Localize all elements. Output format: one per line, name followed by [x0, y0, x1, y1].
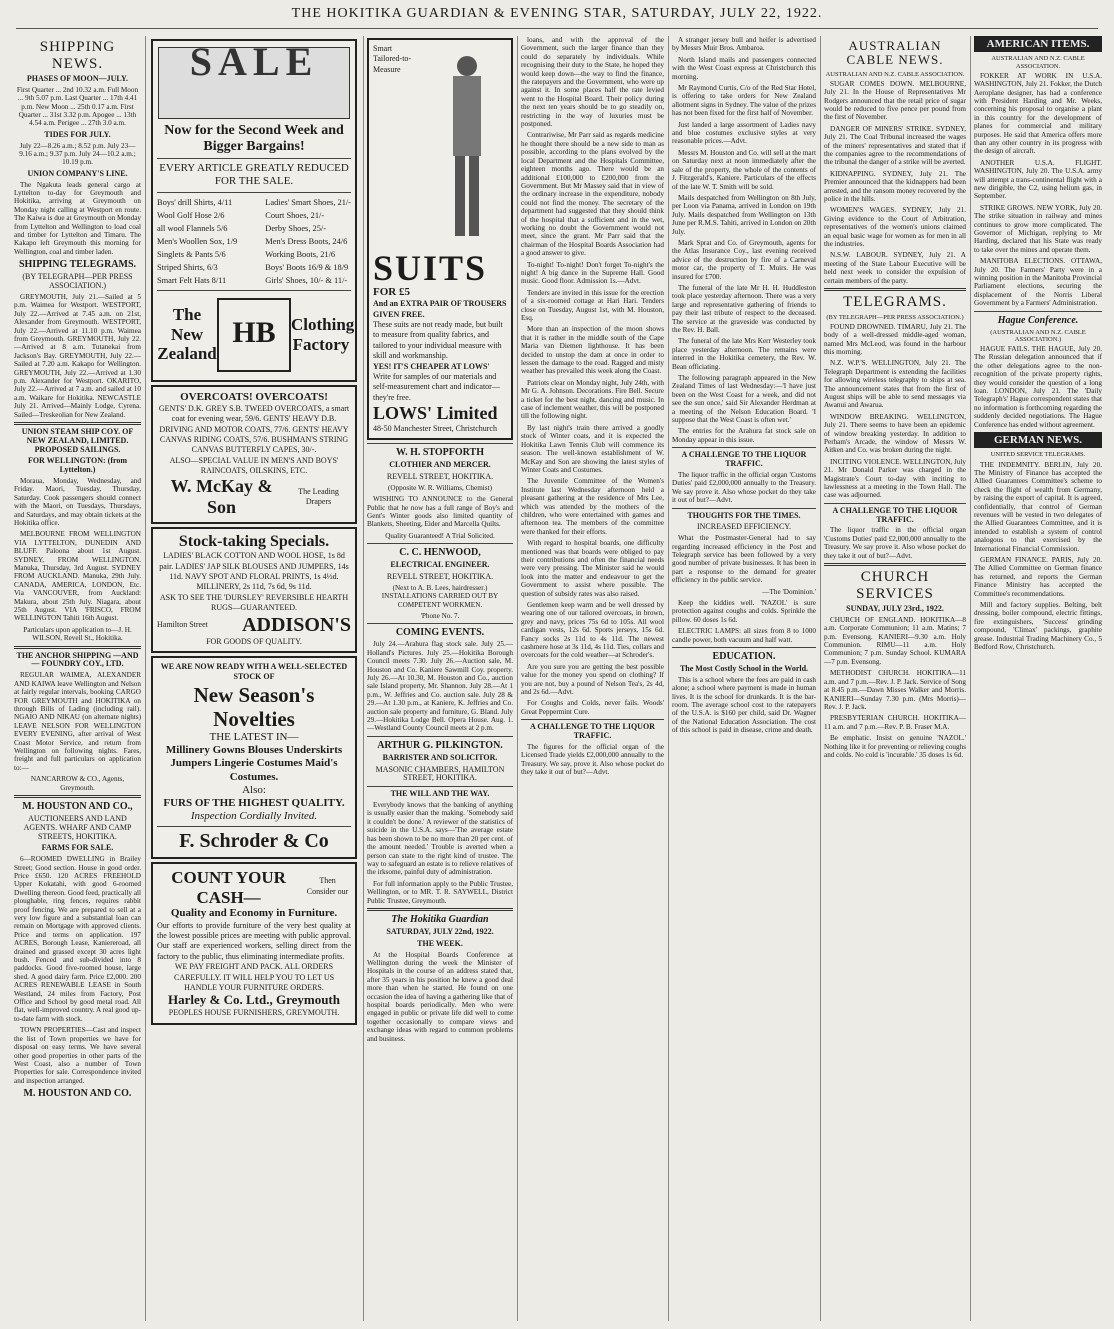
stopforth-text: WISHING TO ANNOUNCE to the General Public that he now has a full range of Boy's and Gent's Winter goods also limited quantity of Blankets, Sheeting, Eider and Marcella Quilts.: [367, 495, 513, 529]
anchor-agent: NANCARROW & CO., Agents, Greymouth.: [30, 775, 125, 792]
cable-news-sub: AUSTRALIAN AND N.Z. CABLE ASSOCIATION.: [825, 70, 965, 78]
church-presbyterian: PRESBYTERIAN CHURCH. HOKITIKA—11 a.m. and 7 p.m.—Rev. P. B. Fraser M.A.: [824, 714, 966, 731]
man-figure-illustration: [427, 46, 507, 246]
cable-item: DANGER OF MINERS' STRIKE. SYDNEY, July 21. The Coal Tribunal increased the wages of the miners' representatives and stated that if the companies agree to the recommendations of the tribunal the danger of a strike will be averted.: [824, 124, 966, 167]
german-news-heading: GERMAN NEWS.: [974, 432, 1102, 448]
column-5: [672, 36, 816, 1323]
telegrams-heading: TELEGRAMS.: [843, 294, 947, 311]
article-paragraph: More than an inspection of the moon shows that it is rather in the middle south of the Cape Maria van Diemen lighthouse. It has been decided to unstop the dam at once in order to lessen the damage to the road. Ragged and misty weather has prevailed this week along the Coast.: [521, 325, 664, 376]
sale-item: Derby Shoes, 25/-: [265, 223, 326, 233]
guardian-date: SATURDAY, JULY 22nd, 1922.: [386, 926, 494, 936]
sale-items-right: [265, 196, 351, 287]
stopforth-heading: W. H. STOPFORTH: [395, 447, 484, 459]
hague-heading: Hague Conference.: [997, 314, 1079, 326]
german-item: GERMAN FINANCE. PARIS, July 20. The Allied Committee on German finance has returned, and reports the German Finance Ministry has accepted the Committee's recommendations.: [974, 556, 1102, 598]
article-paragraph: Mark Sprat and Co. of Greymouth, agents for the Atlas Insurance Coy., last evening received advice of the destruction by fire of a Carneval motor car, the property of T. Muirs. He was insured for £700.: [672, 238, 816, 281]
mckay-name: W. McKay & Son: [170, 476, 273, 518]
stopforth-quality: Quality Guaranteed! A Trial Solicited.: [385, 531, 495, 540]
stopforth-opposite: (Opposite W. R. Williams, Chemist): [388, 483, 492, 492]
lamps-ad: ELECTRIC LAMPS: all sizes from 8 to 1000 candle power, both vacuum and half watt.: [672, 627, 816, 644]
shipping-heading: SHIPPING NEWS.: [39, 39, 116, 72]
harley-tag: PEOPLES HOUSE FURNISHERS, GREYMOUTH.: [168, 1008, 340, 1018]
suits-price: FOR £5: [373, 286, 410, 298]
challenge-heading: A CHALLENGE TO THE LIQUOR TRAFFIC.: [681, 450, 807, 469]
union-steam-contact: Particulars upon application to—J. H. WILSON, Revell St., Hokitika.: [23, 625, 132, 643]
article-paragraph: Tenders are invited in this issue for the erection of a six-roomed cottage at Hari Hari. Tenders close on Tuesday, August 1st, with M. Houston, Esq.: [521, 288, 664, 322]
telegram-item: N.Z. W.P.'S. WELLINGTON, July 21. The Telegraph Department is extending the facilities for allowing wireless telegraphy to ships at sea. The announcement states that from the first of August ships will be able to send messages via Awanui and Awarua.: [824, 359, 966, 410]
article-paragraph: Contrariwise, Mr Parr said as regards medicine he thought there should be a new side to man as possible, according to the plans evolved by the local Department and the Hospitals Committee, eighteen months ago. There would be an additional £100,000 to £200,000 from the Government. But Mr Massey said that in view of the ordinary increase in the expenditure, nobody could not find the money. The secretary of the department had suggested that they should think of the hospital that a sufficient and in the wet, working no doubt the Government would not meet, since the grant. Mr Parr said that the chairman of the Hospital Boards Association had a good answer to give.: [521, 131, 664, 258]
stocktaking-heading: Stock-taking Specials.: [178, 532, 330, 550]
column-3: [367, 36, 513, 1323]
american-item: FOKKER AT WORK IN U.S.A. WASHINGTON, July 21. Fokker, the Dutch Aeroplane designer, has had a conference with President Harding and Mr. Weeks, concerning his proposal to organise a plant in this country for the development of planes for commercial and military purposes. He said that America offers more than any other country in its progress with the design of aircraft.: [974, 71, 1102, 156]
count-cash: COUNT YOUR CASH—: [171, 868, 286, 907]
shipping-telegrams-heading: SHIPPING TELEGRAMS.: [18, 259, 137, 271]
smart-tailored: Smart Tailored-to-Measure: [373, 44, 412, 74]
education-sub: The Most Costly School in the World.: [679, 663, 809, 673]
farms-text: 6—ROOMED DWELLING in Brailey Street; Good section. House in good order. Price £650. 120 ACRES FREEHOLD Upper Kokatahi, with good 6-roomed Dwelling thereon. Good feed, practically all ploughable, ring fences, requires rabbit proof fencing. We are prepared to sell at a very low figure and a substantial loan can remain on Mortgage with approved clients. Price and terms on application. 197 ACRES, Borough Lease, Kaniereroad, all drained and grassed except 30 acres light bush. Fenced and sub-divided into 8 paddocks. Good five-roomed house, large shed. A good dairy farm. Price £2,000. 200 ACRES RENEWABLE LEASE in South Westland, 24 miles from Factory, Post Office and School by good metal road. All flat, well-improved country. A real good up-to-date farm with stock.: [14, 855, 141, 1023]
hague-sub: (AUSTRALIAN AND N.Z. CABLE ASSOCIATION.): [990, 328, 1086, 343]
moon-phases: First Quarter ... 2nd 10.32 a.m. Full Moon ... 9th 5.07 p.m. Last Quarter ... 17th 4.41 p.m. New Moon ... 25th 0.17 a.m. First Quarter ... 31st 3.32 p.m. Apogee ... 13th 4.54 a.m. Perigee ... 27th 3.0 a.m.: [16, 85, 139, 128]
article-paragraph: For Coughs and Colds, never fails. Woods' Great Peppermint Cure.: [521, 699, 664, 716]
article-paragraph: To-night! To-night! Don't forget To-night's the night! A big dance in the Supreme Hall. Good music. Good floor. Admission 1s.—Advt.: [521, 260, 664, 286]
nazol-emphatic: Be emphatic. Insist on genuine 'NAZOL.' Nothing like it for preventing or relieving coughs and colds. No cold is 'incurable.' 35 doses 1s 6d.: [824, 734, 966, 759]
addison-street: Hamilton Street: [157, 619, 208, 629]
union-text: The Ngakuta leads general cargo at Lyttelton to-day for Greymouth and Hokitika, arriving at Greymouth on Monday night calling at Westport en route. The Kaiwa is due at Greymouth on Monday from Lyttelton and Wellington to load coal and timber for Lyttelton and Timaru. The Kakapo left Greymouth this morning for Wellington, coal and timber laden.: [14, 180, 141, 256]
the-week-text: At the Hospital Boards Conference at Wellington during the week the Minister of Hospitals in the course of an address stated that, after 35 years in his position he knew a good deal more than when he started. He found on one occasion the idea of having a gathering like that of hospital boards periodically. Men who were engaged in public or private life did well to come together occasionally to compare views and exchange ideas with regard to common problems and business.: [367, 950, 513, 1043]
german-item: THE INDEMNITY. BERLIN, July 20. The Ministry of Finance has accepted the Allied Guarantees Committee's scheme to check the flight of wealth from Germany, by raising the export of capital. It is agreed, confidentially, that control of German revenues will be vested in two delegates of the Allied Guarantees Committee, and it is intended to establish a system of control analogous to that exercised by the International Financial Commission.: [974, 460, 1102, 553]
article-paragraph: Are you sure you are getting the best possible value for the money you spend on clothing? If you are not, buy a pound of Nelson Tea's, 2s 4d, and 2s 6d.—Advt.: [521, 662, 664, 697]
article-paragraph: Patriots clear on Monday night, July 24th, with Mr G. A. Johnson. Decorations. Fire Bell. Secure a ticket for the best night, dancing and music. In case of inclement weather, this will be postponed till the following night.: [521, 378, 664, 421]
anchor-text: REGULAR WAIMEA, ALEXANDER AND KAIWA leave Wellington and Nelson at fairly regular intervals, booking CARGO FOR GREYMOUTH and HOKITIKA on through Bills of Lading (including rail). NGAIO AND NIKAU (on alternate nights) LEAVE NELSON FOR WELLINGTON EVERY EVENING, after arrival of West Coast Motor Service, and return from Wellington on following nights. Fares, freight and full particulars on application to:—: [14, 671, 141, 772]
henwood-heading: C. C. HENWOOD,: [399, 547, 481, 559]
american-item: MANITOBA ELECTIONS. OTTAWA, July 20. The Farmers' Party were in a winning position in the Manitoba Provincial Parliament elections, securing the displacement of the Norris Liberal Government by a Farmers' Administration.: [974, 257, 1102, 308]
sale-item: Court Shoes, 21/-: [265, 210, 325, 220]
american-item: ANOTHER U.S.A. FLIGHT. WASHINGTON, July 20. The U.S.A. army will attempt a trans-continental flight with a new dirigible, the C2, using helium gas, in September.: [974, 158, 1102, 201]
article-paragraph: North Island mails and passengers connected with the West Coast express at Christchurch this morning.: [672, 55, 816, 81]
sale-item: Smart Felt Hats 8/11: [157, 275, 227, 285]
thoughts-text: What the Postmaster-General had to say regarding increased efficiency in the Post and Telegraph service has been followed by a very good number of private businesses. It has been in part a response to the demand for greater efficiency in the public service.: [672, 534, 816, 585]
mill-supplies-ad: Mill and factory supplies. Belting, belt dressing, boiler compound, electric fittings, fire extinguishers, 'Success' grinding compound, 'Climax' packings, graphite grease. Industrial Trading Machinery Co., 5 Bedford Row, Christchurch.: [974, 601, 1102, 652]
moon-phases-title: PHASES OF MOON—JULY.: [26, 74, 129, 83]
liquor-heading: A CHALLENGE TO THE LIQUOR TRAFFIC.: [530, 722, 655, 741]
article-paragraph: By last night's train there arrived a goodly stock of Winter coats, and it is expected the Hokitika Lawn Tennis Club will commence its season. The well-known establishment of W. McKay and Son are showing the latest styles of Winter Coats and Costumes.: [521, 423, 664, 474]
telegrams-sub: (BY TELEGRAPH—PER PRESS ASSOCIATION.): [826, 313, 964, 321]
stopforth-sub: CLOTHIER AND MERCER.: [389, 460, 491, 470]
pilkington-sub: BARRISTER AND SOLICITOR.: [382, 752, 498, 762]
article-paragraph: A stranger jersey bull and heifer is advertised by Messrs Muir Bros. Ambaroa.: [672, 36, 816, 53]
cable-item: SUGAR COMES DOWN. MELBOURNE, July 21. In the House of Representatives Mr Rodgers announced that the retail price of sugar would be reduced to five pence per pound from the first of November.: [824, 79, 966, 122]
article-paragraph: The entries for the Arahura fat stock sale on Monday appear in this issue.: [672, 427, 816, 444]
sale-items-left: [157, 196, 237, 287]
sale-item: Striped Shirts, 6/3: [157, 262, 218, 272]
suits-heading: SUITS: [373, 248, 488, 288]
stocktaking-text: LADIES' BLACK COTTON AND WOOL HOSE, 1s 8d pair. LADIES' JAP SILK BLOUSES AND JUMPERS, 14s 11d. NAVY SPOT AND FLORAL PRINTS, 1s 4½d. MILLINERY, 2s 11d, 7s 6d, 9s 11d.: [159, 551, 349, 592]
houston-sub: AUCTIONEERS AND LAND AGENTS. WHARF AND CAMP STREETS, HOKITIKA.: [23, 813, 132, 841]
liquor-text: The figures for the official organ of the Licensed Trade yields £2,000,000 annually to the Treasury. We say, prove it. Also whose pocket do they take it out of but?—Advt.: [521, 742, 664, 777]
column-ads: [149, 36, 359, 1323]
henwood-address: REVELL STREET, HOKITIKA.: [386, 572, 494, 581]
church-date: SUNDAY, JULY 23rd., 1922.: [846, 604, 944, 614]
union-steam-heading: UNION STEAM SHIP COY. OF NEW ZEALAND, LIMITED. PROPOSED SAILINGS.: [21, 426, 134, 454]
novelties-heading: New Season's Novelties: [193, 682, 315, 731]
column-shipping: [14, 36, 141, 1323]
hb-right: Clothing Factory: [291, 315, 355, 354]
shipping-telegrams-sub: (BY TELEGRAPH—PER PRESS ASSOCIATION.): [22, 272, 133, 291]
union-heading: UNION COMPANY'S LINE.: [27, 168, 128, 178]
schroder-name: F. Schroder & Co: [179, 830, 329, 853]
sale-ad: [151, 39, 357, 382]
hague-text: HAGUE FAILS. THE HAGUE, July 20. The Russian delegation announced that if the other delegations agree to the non-recognition of the private property rights, they would consider the question of a long loan. LONDON, July 21. The 'Daily Telegraph's' Hague correspondent states that no information is forthcoming regarding the suddenly decided negotiations. The Hague Conference has ended without agreement.: [974, 344, 1102, 429]
sale-item: all wool Flannels 5/6: [157, 223, 228, 233]
addison-name: ADDISON'S: [242, 613, 351, 636]
thoughts-sub: INCREASED EFFICIENCY.: [696, 522, 792, 532]
article-paragraph: With regard to hospital boards, one difficulty mentioned was that boards were obliged to pay their contributions and often the financial needs were very pressing. The Minister said he would look into the matter and endeavour to get the Government to assist where possible. The question of subsidy rates was also raised.: [521, 539, 664, 598]
column-6: [824, 36, 966, 1323]
sale-item: Girls' Shoes, 10/- & 11/-: [265, 275, 348, 285]
sale-logo: SALE: [158, 47, 350, 119]
hb-left: The New Zealand: [157, 305, 217, 364]
overcoats-ad: [151, 385, 357, 524]
article-paragraph: Messrs M. Houston and Co. will sell at the mart on Saturday next at noon immediately after the sale of the property, the whole of the contents of J. Fitzgerald's, Kaniere. Particulars of the effects of the late W. T. Smith will be sold.: [672, 148, 816, 191]
farms-heading: FARMS FOR SALE.: [41, 843, 114, 853]
mckay-tag: The Leading Drapers: [298, 486, 339, 507]
dominion-credit: —The 'Dominion.': [762, 587, 816, 596]
furs: FURS OF THE HIGHEST QUALITY.: [163, 796, 345, 809]
harley-ad: [151, 862, 357, 1024]
coming-events: July 24.—Arahura flag stock sale. July 25.—Holland's Pictures. July 25.—Hokitika Borough Council meets 7.30. July 26.—Auction sale, M. Houston and Co. Kaniere Sawmill Coy. property. July 26.—At 10.30, M. Houston and Co., auction sale Island property, Mr. Shannon. July 28.—At 1 p.m., W. Jeffries and Co. auction sale. July 28 & 29.—At 1.30 p.m., at Kaniere, K. Jeffries and Co. auction sale property and furniture, G. Bland. July 29.—Hokitika Lodge Bell. Opera House. Aug. 1.—Westland County Council meets at 2 p.m.: [367, 640, 513, 733]
town-properties: TOWN PROPERTIES—Cast and inspect the list of Town properties we have for disposal on easy terms. We have several other good properties in other parts of the West Coast, also a number of Town Properties for sale. Correspondence invited and inspection arranged.: [14, 1026, 141, 1085]
novelties-intro: WE ARE NOW READY WITH A WELL-SELECTED STOCK OF: [160, 661, 348, 682]
overcoats-heading: OVERCOATS! OVERCOATS!: [180, 390, 328, 403]
inspection: Inspection Cordially Invited.: [190, 810, 318, 823]
sale-item: Wool Golf Hose 2/6: [157, 210, 225, 220]
will-text: Everybody knows that the banking of anything is usually easier than the making. 'Somebody said it couldn't be done.' A reviewer of the statistics of suicide in the U.S.A. says—'The average estate has been shown to be no more than 20 per cent. of the amount needed.' Trouble is averted when a person can state to the right kind of trustee. The way to safeguard an estate is to relieve relatives of the irksome, painful duty of administration.: [367, 801, 513, 877]
article-paragraph: The following paragraph appeared in the New Zealand Times of last Wednesday:—'I have just been on the West Coast for a week, and did not see the sun once,' said Sir Alexander Herdman at a meeting of the Nelson Education Board. 'I suppose that the West Coast is often wet.': [672, 374, 816, 425]
latest-in: THE LATEST IN—: [209, 731, 299, 744]
challenge-text: The liquor traffic in the official organ 'Customs Duties' paid £2,000,000 annually to the Treasury. We say prove it. Also whose pocket do they take it out of but?—Advt.: [672, 470, 816, 505]
american-items-sub: AUSTRALIAN AND N.Z. CABLE ASSOCIATION.: [991, 55, 1085, 70]
stocktaking-ad: [151, 527, 357, 653]
sale-item: Boys' Boots 16/9 & 18/9: [265, 262, 349, 272]
sale-item: Boys' drill Shirts, 4/11: [157, 197, 233, 207]
column-4: [521, 36, 664, 1323]
novelties-ad: [151, 656, 357, 859]
cable-item: WOMEN'S WAGES. SYDNEY, July 21. Giving evidence to the Court of Arbitration, representatives of the women's unions claimed an equal basic wage for women as for men in all the industries.: [824, 206, 966, 249]
public-trustee: For full information apply to the Public Trustee, Wellington, or to MR. T. R. SAYWELL, District Public Trustee, Greymouth.: [367, 879, 513, 905]
guardian-title: The Hokitika Guardian: [391, 913, 489, 925]
pilkington-heading: ARTHUR G. PILKINGTON.: [377, 739, 503, 751]
thoughts-heading: THOUGHTS FOR THE TIMES.: [687, 510, 801, 520]
houston-heading: M. HOUSTON AND CO.,: [22, 800, 133, 812]
stocktaking-ask: ASK TO SEE THE 'DURSLEY' REVERSIBLE HEARTH RUGS—GUARANTEED.: [159, 592, 349, 613]
extra-trousers: And an EXTRA PAIR OF TROUSERS GIVEN FREE.: [373, 299, 507, 319]
education-text: This is a school where the fees are paid in cash alone; a school where payment is made in human lives. It is the school for drunkards. It is the bar-room. The average school cost to the ratepayers of the U.S.A. is $160 per child, said Dr. Wagner of the National Education Association. The cost of this school is paid in disease, crime and death.: [672, 675, 816, 735]
suits-text: These suits are not ready made, but built to measure from quality fabrics, and tailored to your individual measure with skill and workmanship.: [373, 319, 503, 361]
write-samples: Write for samples of our materials and self-measurement chart and indicator—they're free.: [373, 371, 500, 402]
cheaper: YES! IT'S CHEAPER AT LOWS': [373, 361, 490, 371]
tides-title: TIDES FOR JULY.: [44, 129, 111, 139]
pilkington-address: MASONIC CHAMBERS, HAMILTON STREET, HOKITIKA.: [375, 764, 505, 783]
for-wellington: FOR WELLINGTON: (from Lyttelton.): [27, 456, 128, 475]
lows-suits-ad: [367, 38, 513, 440]
sale-item: Men's Woollen Sox, 1/9: [157, 236, 238, 246]
article-paragraph: Mails despatched from Wellington on 8th July, per Loon via Panama, arrived in London on 19th July. Mails despatched from Wellington on 13th June per R.M.S. Tahiti, arrived in London on 20th July.: [672, 193, 816, 236]
german-news-sub: UNITED SERVICE TELEGRAMS.: [990, 451, 1086, 459]
harley-name: Harley & Co. Ltd., Greymouth: [168, 992, 340, 1008]
church-methodist: METHODIST CHURCH. HOKITIKA—11 a.m. and 7 p.m.—Rev. J. P. Jack. Service of Song at 8.45 p.m.—Dawn Misses Walker and Morris. KANIERI—Sunday 7.30 p.m. (Mrs Morris)—Rev. J. P. Jack.: [824, 669, 966, 711]
telegram-item: WINDOW BREAKING. WELLINGTON, July 21. There seems to have been an epidemic of window breaking yesterday. In addition to Perham's Arcade, the window of Messrs W. Aitken and Co. was broken during the night.: [824, 412, 966, 455]
cable-item: N.S.W. LABOUR. SYDNEY, July 21. A meeting of the State Labour Executive will be held next week to consider the expulsion of certain members of the party.: [824, 251, 966, 285]
telegram-item: FOUND DROWNED. TIMARU, July 21. The body of a well-dressed middle-aged woman, named Mrs McLeod, was found in the harbour this morning.: [824, 322, 966, 356]
shipping-telegrams-text: GREYMOUTH, July 21.—Sailed at 5 p.m. Waimea for Westport. WESTPORT, July 22.—Arrived at 7.45 a.m. on 21st, Alexander from Greymouth. WESTPORT, July 22.—Arrived at 11.10 p.m. Waimea from Greymouth. GREYMOUTH, July 22.—Arrived at 8 a.m. Tutanekai from Jackson's Bay. GREYMOUTH, July 22.—Sailed at 7.20 a.m. Kakapo for Wellington. GREYMOUTH, July 22.—Arrived at 1.30 p.m. Alexander for Westport. OKARITO, July 22.—Arrived at 7 a.m. and sailed at 10 a.m. Waikare for Hokitika. NEWCASTLE July 21. Arrived—Mainly Lodge, Cyrena. Sailed—Treskeolian for New Zealand.: [14, 292, 141, 419]
sale-every-article: EVERY ARTICLE GREATLY REDUCED FOR THE SALE.: [159, 162, 349, 188]
article-paragraph: The Juvenile Committee of the Women's Institute last Wednesday afternoon held a pleasant gathering at the residence of Mrs Lee, which was attended by the mothers of the children, who were entertained with games and afternoon tea. The members of the committee were thanked for their efforts.: [521, 477, 664, 536]
overcoats-text: GENTS' D.K. GREY S.B. TWEED OVERCOATS, a smart coat for evening wear, 59/6. GENTS' HEAVY D.B. DRIVING AND MOTOR COATS, 77/6. GENTS' HEAVY CANVAS RIDING COATS, 57/6. BUSHMAN'S STRING CANVAS BUTTERFLY CAPES, 30/-.: [158, 403, 350, 455]
the-week-heading: THE WEEK.: [417, 938, 463, 948]
sale-item: Singlets & Pants 5/6: [157, 249, 226, 259]
lows-address: 48-50 Manchester Street, Christchurch: [373, 423, 497, 433]
anchor-heading: THE ANCHOR SHIPPING —AND— FOUNDRY COY., LTD.: [16, 650, 139, 669]
education-heading: EDUCATION.: [712, 650, 776, 662]
addison-tag: FOR GOODS OF QUALITY.: [206, 636, 302, 646]
church-services-heading: CHURCH SERVICES: [856, 569, 934, 602]
article-paragraph: loans, and with the approval of the Government, such the larger finance than they could do separately by individuals. While recognising their duty to the State, he hoped they would keep down—the way to find the finance, the ratepayers and the Government, who were up against it. In some places half the rate levied went to the Hospital Board. Their policy during the next ten years should be to go steadily on, restricting in the way of luxuries must be postponed.: [521, 36, 664, 129]
american-item: STRIKE GROWS. NEW YORK, July 20. The strike situation in railway and mines continues to grow more complicated. The Governor of Michigan, replying to Mr Harding, declared that his State was ready to take over the mines and operate them.: [974, 203, 1102, 254]
article-paragraph: The funeral of the late Mrs Kerr Westerley took place yesterday afternoon. The remains were interred in the Hokitika cemetery, the Rev. W. Bean officiating.: [672, 337, 816, 371]
also: Also:: [242, 783, 266, 796]
quality-economy: Quality and Economy in Furniture.: [170, 907, 338, 920]
union-steam-text: Moraua, Monday, Wednesday, and Friday. Maori, Tuesday, Thursday, Saturday. Cook passengers should connect with the Maori, on Tuesdays, Thursdays, and Saturdays, and may obtain tickets at the Hokitika office.: [14, 476, 141, 527]
challenge-heading: A CHALLENGE TO THE LIQUOR TRAFFIC.: [832, 505, 958, 524]
masthead: THE HOKITIKA GUARDIAN & EVENING STAR, SATURDAY, JULY 22, 1922.: [16, 6, 1098, 29]
houston-footer: M. HOUSTON AND CO.: [23, 1088, 132, 1100]
sale-headline: Now for the Second Week and Bigger Bargains!: [164, 123, 344, 155]
will-heading: THE WILL AND THE WAY.: [390, 789, 490, 799]
overcoats-special: ALSO—SPECIAL VALUE IN MEN'S AND BOYS' RAINCOATS, OILSKINS, ETC.: [169, 455, 339, 476]
lows-name: LOWS' Limited: [373, 403, 498, 424]
stopforth-address: REVELL STREET, HOKITIKA.: [386, 471, 494, 481]
american-items-heading: AMERICAN ITEMS.: [974, 36, 1102, 52]
sale-item: Ladies' Smart Shoes, 21/-: [265, 197, 351, 207]
cable-item: KIDNAPPING. SYDNEY, July 21. The Premier announced that the kidnappers had been arrested, and the ransom money recovered by the police in the hills.: [824, 169, 966, 204]
article-paragraph: The funeral of the late Mr H. H. Huddleston took place yesterday afternoon. There was a very large and representative gathering of friends to pay their last tribute of respect to the deceased. The service at the graveside was conducted by the Rev. H. Ball.: [672, 283, 816, 334]
article-paragraph: Mr Raymond Curtis, C/o of the Red Star Hotel, is offering to take orders for New Zealand allotment signs in Sydney. The value of the prizes has not been fixed for the first half of November.: [672, 84, 816, 118]
challenge-text: The liquor traffic in the official organ 'Customs Duties' paid £2,000,000 annually to the Treasury. We say prove it. Also whose pocket do they take it out of but?—Advt.: [824, 526, 966, 560]
hb-logo: HB: [217, 298, 291, 372]
harley-text: Our efforts to provide furniture of the very best quality at the lowest possible prices are meeting with public approval. Our staff are experienced workers, selling direct from the factory to the public, thus eliminating intermediate profits.: [157, 920, 351, 961]
sale-item: Working Boots, 21/6: [265, 249, 336, 259]
sale-item: Men's Dress Boots, 24/6: [265, 236, 348, 246]
nazol-ad: Keep the kiddies well. 'NAZOL' is sure protection against coughs and colds. Sprinkle the pillow. 60 doses 1s 6d.: [672, 598, 816, 624]
article-paragraph: Gentlemen keep warm and be well dressed by wearing one of our tailored overcoats, in brown, grey and navy, prices 75s 6d to 105s. All wool cardigan vests, 12s 6d. Sports jerseys, 15s 6d. Fancy socks 2s 11d to 4s 11d. The newest cashmere hose at 3s 11d, 4s 11d. Ties, collars and overcoats for the cold weather—at Schroder's.: [521, 601, 664, 660]
count-consider: Then Consider our: [306, 876, 349, 896]
article-paragraph: Just landed a large assortment of Ladies navy and blue costumes exclusive styles at very reasonable prices.—Advt.: [672, 120, 816, 146]
freight: WE PAY FREIGHT AND PACK. ALL ORDERS CAREFULLY. IT WILL HELP YOU TO LET US HANDLE YOUR FURNITURE ORDERS.: [173, 962, 335, 992]
tides: July 22—8.26 a.m.; 8.52 p.m. July 23—9.16 a.m.; 9.37 p.m. July 24—10.2 a.m.; 10.19 p.m.: [19, 141, 136, 167]
column-7: [974, 36, 1102, 1323]
church-england: CHURCH OF ENGLAND. HOKITIKA—8 a.m. Corporate Communion; 11 a.m. Matins; 7 p.m. Evensong. KANIERI—9.30 a.m. Holy Communion. RIMU—11 a.m. Holy Communion; 7 p.m. Sunday School. KUMARA—7 p.m. Evensong.: [824, 615, 966, 666]
sale-items: [157, 196, 351, 287]
henwood-phone: 'Phone No. 7.: [420, 612, 460, 621]
henwood-sub: ELECTRICAL ENGINEER.: [390, 560, 490, 570]
henwood-text: (Next to A. B. Lees, hairdresser.) INSTALLATIONS CARRIED OUT BY COMPETENT WORKMEN.: [381, 583, 499, 609]
union-steam-text2: MELBOURNE FROM WELLINGTON VIA LYTTELTON, DUNEDIN AND BLUFF. Paloona about 1st August. SYDNEY, FROM WELLINGTON. Manuka, Thursday, 3rd August. SYDNEY FROM AUCKLAND. Manuka, 29th July. CANADA, AMERICA, LONDON, Etc. Via VANCOUVER, from Auckland: Makura, about 25th July. Niagara, about 25th August. VIA 'FRISCO, FROM WELLINGTON Tahiti 16th August.: [14, 530, 141, 623]
novelties-items: Millinery Gowns Blouses Underskirts Jumpers Lingerie Costumes Maid's Costumes.: [165, 744, 343, 783]
coming-events-heading: COMING EVENTS.: [395, 627, 485, 639]
cable-news-heading: AUSTRALIAN CABLE NEWS.: [846, 38, 944, 68]
telegram-item: INCITING VIOLENCE. WELLINGTON, July 21. Mr Donald Parker was charged in the Magistrate's Court to-day with inciting to lawlessness at a meeting in the Town Hall. The case was adjourned.: [824, 457, 966, 500]
